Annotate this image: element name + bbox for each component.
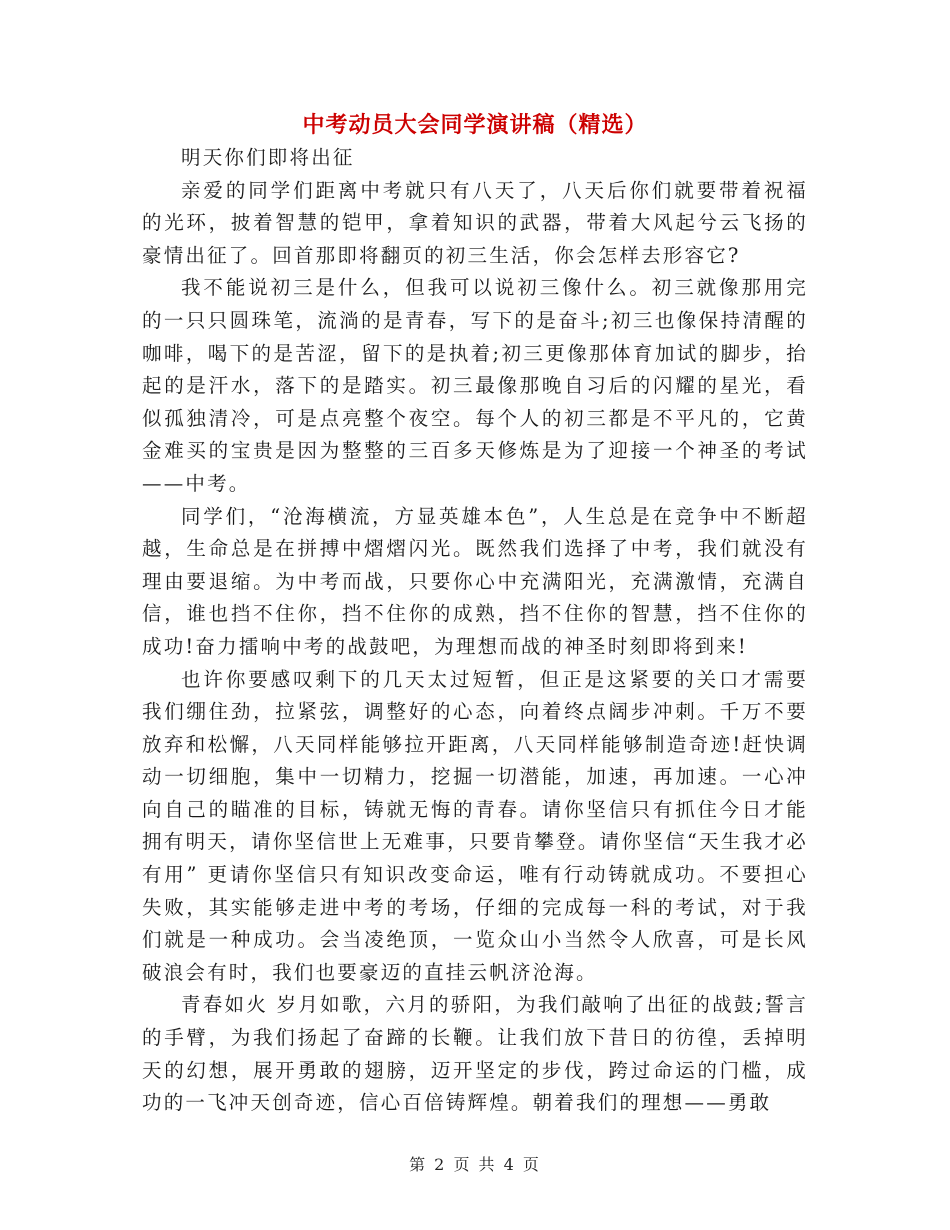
document-title: 中考动员大会同学演讲稿（精选）: [302, 112, 648, 138]
paragraph: 青春如火 岁月如歌，六月的骄阳，为我们敲响了出征的战鼓;誓言的手臂，为我们扬起了奋蹄的长鞭。让我们放下昔日的彷徨，丢掉明天的幻想，展开勇敢的翅膀，迈开坚定的步伐，跨过命运的门槛，成功的一飞冲天创奇迹，信心百倍铸辉煌。朝着我们的理想——勇敢: [142, 993, 808, 1115]
paragraph-subtitle: 明天你们即将出征: [181, 146, 355, 169]
page-footer: 第 2 页 共 4 页: [409, 1155, 541, 1174]
paragraph: 也许你要感叹剩下的几天太过短暂，但正是这紧要的关口才需要我们绷住劲，拉紧弦，调整好的心态，向着终点阔步冲刺。千万不要放弃和松懈，八天同样能够拉开距离，八天同样能够制造奇迹!赶快调动一切细胞，集中一切精力，挖掘一切潜能，加速，再加速。一心冲向自己的瞄准的目标，铸就无悔的青春。请你坚信只有抓住今日才能拥有明天，请你坚信世上无难事，只要肯攀登。请你坚信“天生我才必有用” 更请你坚信只有知识改变命运，唯有行动铸就成功。不要担心失败，其实能够走进中考的考场，仔细的完成每一科的考试，对于我们就是一种成功。会当凌绝顶，一览众山小当然令人欣喜，可是长风破浪会有时，我们也要豪迈的直挂云帆济沧海。: [142, 667, 808, 984]
paragraph: 同学们，“沧海横流，方显英雄本色”，人生总是在竞争中不断超越，生命总是在拼搏中熠熠闪光。既然我们选择了中考，我们就没有理由要退缩。为中考而战，只要你心中充满阳光，充满激情，充满自信，谁也挡不住你，挡不住你的成熟，挡不住你的智慧，挡不住你的成功!奋力擂响中考的战鼓吧，为理想而战的神圣时刻即将到来!: [142, 504, 808, 658]
paragraph: 亲爱的同学们距离中考就只有八天了，八天后你们就要带着祝福的光环，披着智慧的铠甲，拿着知识的武器，带着大风起兮云飞扬的豪情出征了。回首那即将翻页的初三生活，你会怎样去形容它?: [142, 178, 808, 267]
paragraph: 我不能说初三是什么，但我可以说初三像什么。初三就像那用完的一只只圆珠笔，流淌的是青春，写下的是奋斗;初三也像保持清醒的咖啡，喝下的是苦涩，留下的是执着;初三更像那体育加试的脚步，抬起的是汗水，落下的是踏实。初三最像那晚自习后的闪耀的星光，看似孤独清冷，可是点亮整个夜空。每个人的初三都是不平凡的，它黄金难买的宝贵是因为整整的三百多天修炼是为了迎接一个神圣的考试——中考。: [142, 276, 808, 495]
document-body: [142, 142, 808, 1120]
